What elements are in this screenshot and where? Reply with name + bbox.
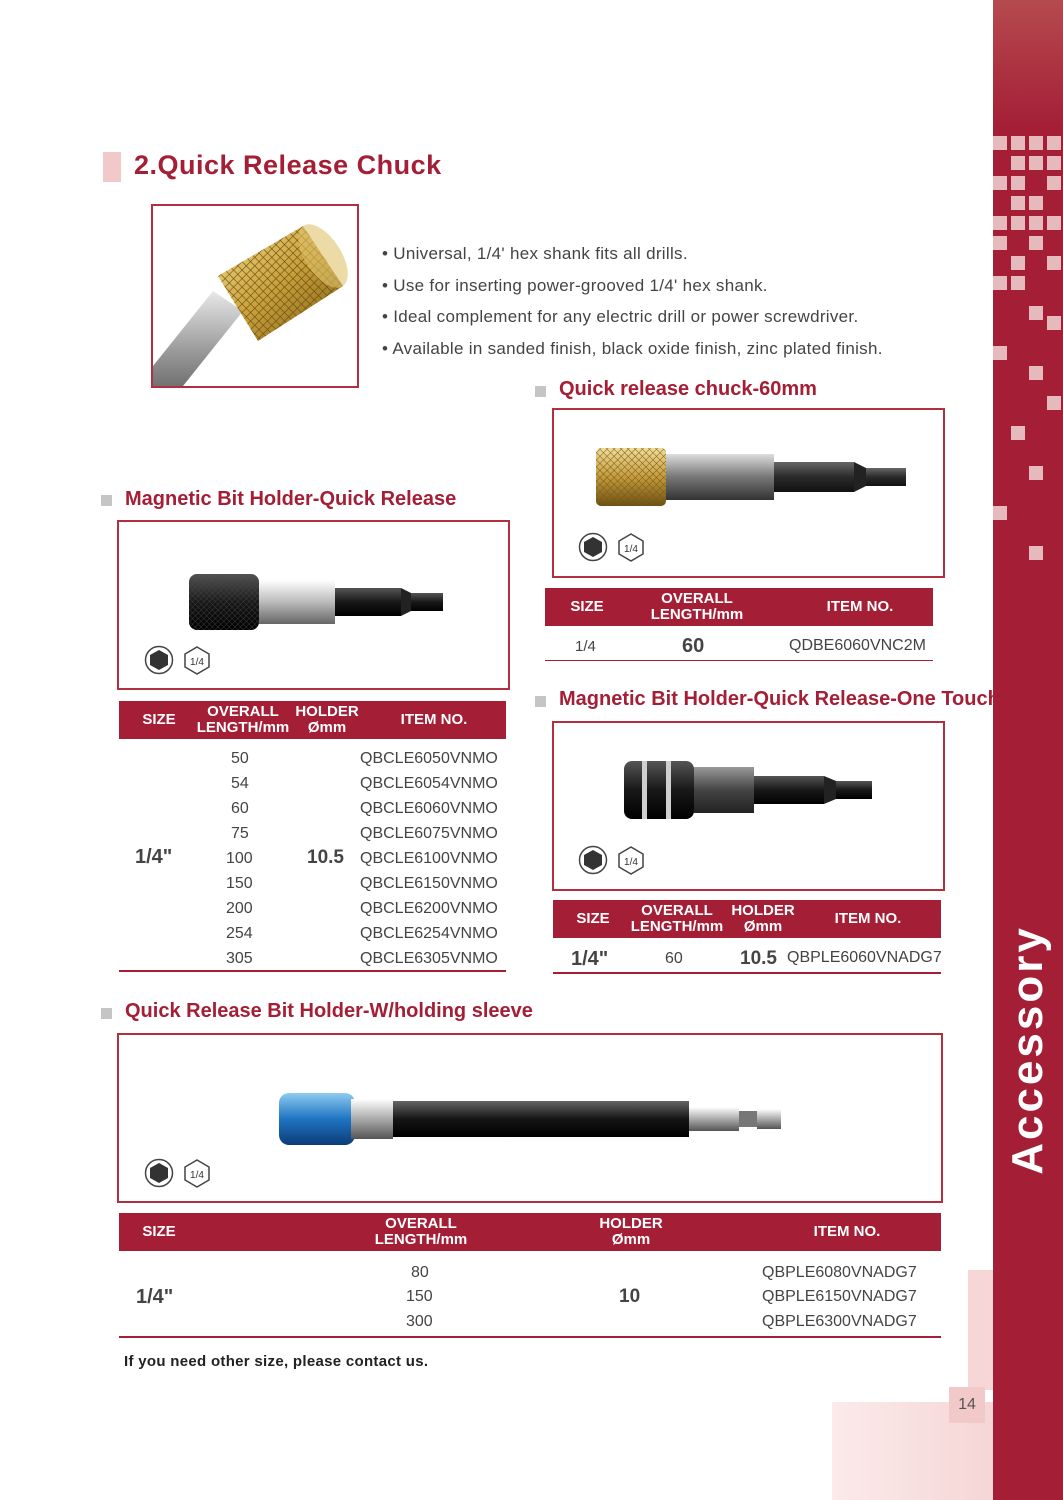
header-size: SIZE (570, 598, 604, 615)
title-marker (103, 152, 121, 182)
table-header-onetouch (553, 900, 941, 938)
section-title-sleeve: Quick Release Bit Holder-W/holding sleeve (125, 1000, 533, 1022)
table-cell-item: QBPLE6150VNADG7 (762, 1288, 917, 1305)
header-holder: HOLDER Ømm (599, 1215, 663, 1248)
table-cell-length: 100 (226, 850, 253, 867)
table-cell-length: 60 (682, 635, 705, 657)
table-cell-length: 60 (231, 800, 249, 817)
quarter-inch-icon (182, 1158, 212, 1188)
table-cell-item: QBPLE6060VNADG7 (787, 949, 942, 966)
table-cell-item: QDBE6060VNC2M (789, 637, 926, 654)
section-title-onetouch: Magnetic Bit Holder-Quick Release-One Touch (559, 688, 1000, 710)
table-cell-length: 150 (406, 1288, 433, 1305)
header-overall: OVERALL LENGTH/mm (196, 703, 290, 736)
table-rule (553, 972, 941, 974)
sidebar-gradient (993, 0, 1063, 130)
table-cell-holder: 10 (619, 1286, 641, 1307)
table-cell-size: 1/4" (135, 846, 173, 868)
hex-shank-icon (578, 532, 608, 562)
table-cell-size: 1/4" (136, 1286, 174, 1308)
header-size: SIZE (576, 910, 610, 927)
header-item: ITEM NO. (834, 910, 902, 927)
header-overall: OVERALL LENGTH/mm (374, 1215, 468, 1248)
table-header-60mm (545, 588, 933, 626)
table-rule (119, 1336, 941, 1338)
feature-item: • Ideal complement for any electric drill or power screwdriver. (382, 307, 859, 326)
header-holder: HOLDER Ømm (731, 902, 795, 935)
header-overall: OVERALL LENGTH/mm (650, 590, 744, 623)
table-cell-size: 1/4 (575, 638, 596, 655)
quarter-inch-icon (182, 645, 212, 675)
table-header-magnetic (119, 701, 506, 739)
table-cell-item: QBCLE6060VNMO (360, 800, 498, 817)
header-item: ITEM NO. (400, 711, 468, 728)
table-cell-length: 80 (411, 1264, 429, 1281)
table-cell-item: QBCLE6075VNMO (360, 825, 498, 842)
table-cell-item: QBCLE6100VNMO (360, 850, 498, 867)
svg-text:1/4: 1/4 (190, 1170, 204, 1181)
table-cell-holder: 10.5 (307, 847, 344, 868)
feature-item: • Universal, 1/4' hex shank fits all drills. (382, 244, 688, 263)
header-item: ITEM NO. (813, 1223, 881, 1240)
table-cell-item: QBCLE6254VNMO (360, 925, 498, 942)
quarter-inch-icon (616, 845, 646, 875)
table-cell-length: 150 (226, 875, 253, 892)
spec-icons-sleeve (144, 1158, 212, 1188)
table-cell-item: QBCLE6150VNMO (360, 875, 498, 892)
header-holder: HOLDER Ømm (295, 703, 359, 736)
table-cell-length: 254 (226, 925, 253, 942)
sidebar-label: Accessory (1003, 925, 1053, 1175)
spec-icons-60mm (578, 532, 646, 562)
header-item: ITEM NO. (826, 598, 894, 615)
sidebar-pattern (993, 130, 1063, 550)
hero-image (151, 204, 359, 388)
table-rule (545, 660, 933, 661)
table-cell-item: QBCLE6050VNMO (360, 750, 498, 767)
section-marker (535, 386, 546, 397)
table-cell-item: QBCLE6200VNMO (360, 900, 498, 917)
hex-shank-icon (144, 645, 174, 675)
section-marker (101, 1008, 112, 1019)
svg-text:1/4: 1/4 (624, 544, 638, 555)
table-cell-length: 50 (231, 750, 249, 767)
table-header-sleeve (119, 1213, 941, 1251)
table-cell-item: QBPLE6300VNADG7 (762, 1313, 917, 1330)
table-cell-length: 75 (231, 825, 249, 842)
table-cell-length: 200 (226, 900, 253, 917)
svg-text:1/4: 1/4 (190, 657, 204, 668)
table-rule (119, 970, 506, 972)
page-title: 2.Quick Release Chuck (134, 150, 442, 180)
corner-decoration (968, 1270, 993, 1390)
product-image-sleeve (117, 1033, 943, 1203)
table-cell-length: 54 (231, 775, 249, 792)
page-number: 14 (949, 1387, 985, 1423)
table-cell-holder: 10.5 (740, 948, 777, 969)
feature-item: • Use for inserting power-grooved 1/4' hex shank. (382, 275, 768, 295)
table-cell-length: 305 (226, 950, 253, 967)
feature-item: • Available in sanded finish, black oxide finish, zinc plated finish. (382, 338, 883, 358)
contact-note: If you need other size, please contact us. (124, 1353, 429, 1370)
header-overall: OVERALL LENGTH/mm (630, 902, 724, 935)
table-cell-item: QBCLE6305VNMO (360, 950, 498, 967)
section-title-magnetic: Magnetic Bit Holder-Quick Release (125, 488, 457, 510)
table-cell-item: QBPLE6080VNADG7 (762, 1264, 917, 1281)
section-marker (101, 495, 112, 506)
header-size: SIZE (142, 711, 176, 728)
quarter-inch-icon (616, 532, 646, 562)
table-cell-length: 300 (406, 1313, 433, 1330)
section-title-60mm: Quick release chuck-60mm (559, 378, 817, 400)
hex-shank-icon (578, 845, 608, 875)
spec-icons-magnetic (144, 645, 212, 675)
spec-icons-onetouch (578, 845, 646, 875)
svg-text:1/4: 1/4 (624, 857, 638, 868)
feature-list (382, 238, 883, 364)
header-size: SIZE (142, 1223, 176, 1240)
table-cell-length: 60 (665, 950, 683, 967)
table-cell-size: 1/4" (571, 948, 609, 970)
table-cell-item: QBCLE6054VNMO (360, 775, 498, 792)
hex-shank-icon (144, 1158, 174, 1188)
section-marker (535, 696, 546, 707)
